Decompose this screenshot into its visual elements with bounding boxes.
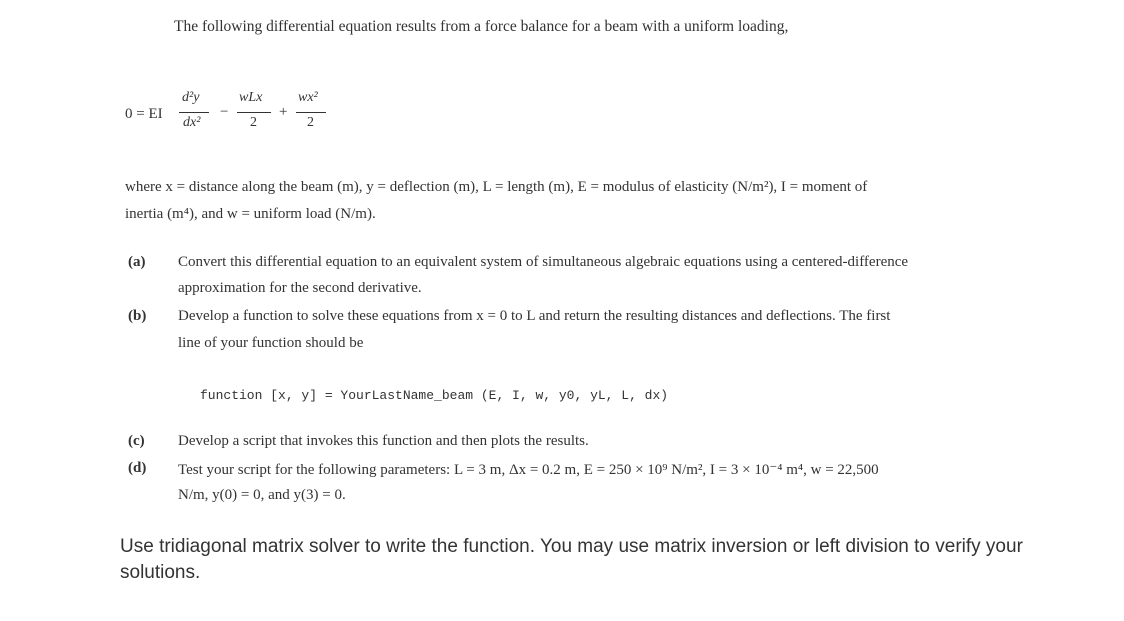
- intro-text: The following differential equation results from a force balance for a beam with a uniform loading,: [174, 18, 789, 35]
- function-signature-code: function [x, y] = YourLastName_beam (E, I, w, y0, yL, L, dx): [200, 388, 669, 403]
- item-b-label: (b): [128, 308, 147, 324]
- fraction-bar: [237, 112, 271, 113]
- item-b-line-1: Develop a function to solve these equations from x = 0 to L and return the resulting distances and deflections. The first: [178, 308, 891, 324]
- term2-numerator: wLx: [239, 90, 263, 105]
- term3-denominator: 2: [307, 115, 314, 130]
- item-a-line-1: Convert this differential equation to an equivalent system of simultaneous algebraic equations using a centered-difference: [178, 254, 909, 270]
- item-d-line-1: Test your script for the following parameters: L = 3 m, Δx = 0.2 m, E = 250 × 10⁹ N/m², I = 3 × 10⁻⁴ m⁴, w = 22,500: [178, 462, 879, 478]
- equation-lhs: 0 = EI: [125, 106, 163, 122]
- plus-sign: +: [279, 104, 288, 120]
- minus-sign: −: [220, 104, 229, 120]
- item-a-line-2: approximation for the second derivative.: [178, 280, 422, 296]
- item-a-label: (a): [128, 254, 146, 270]
- item-c-line-1: Develop a script that invokes this function and then plots the results.: [178, 433, 589, 449]
- where-line-1: where x = distance along the beam (m), y = deflection (m), L = length (m), E = modulus of elasticity (N/m²), I = moment of: [125, 179, 868, 195]
- where-line-2: inertia (m⁴), and w = uniform load (N/m).: [125, 206, 376, 222]
- item-b-line-2: line of your function should be: [178, 335, 364, 351]
- item-d-label: (d): [128, 460, 147, 476]
- term2-denominator: 2: [250, 115, 257, 130]
- term3-numerator: wx²: [298, 90, 318, 105]
- fraction-bar: [179, 112, 209, 113]
- item-c-label: (c): [128, 433, 145, 449]
- fraction-bar: [296, 112, 326, 113]
- d2y-numerator: d²y: [182, 90, 200, 105]
- footer-instructions: Use tridiagonal matrix solver to write the function. You may use matrix inversion or left division to verify your solutions.: [120, 536, 1023, 583]
- d2y-denominator: dx²: [183, 115, 201, 130]
- item-d-line-2: N/m, y(0) = 0, and y(3) = 0.: [178, 487, 346, 503]
